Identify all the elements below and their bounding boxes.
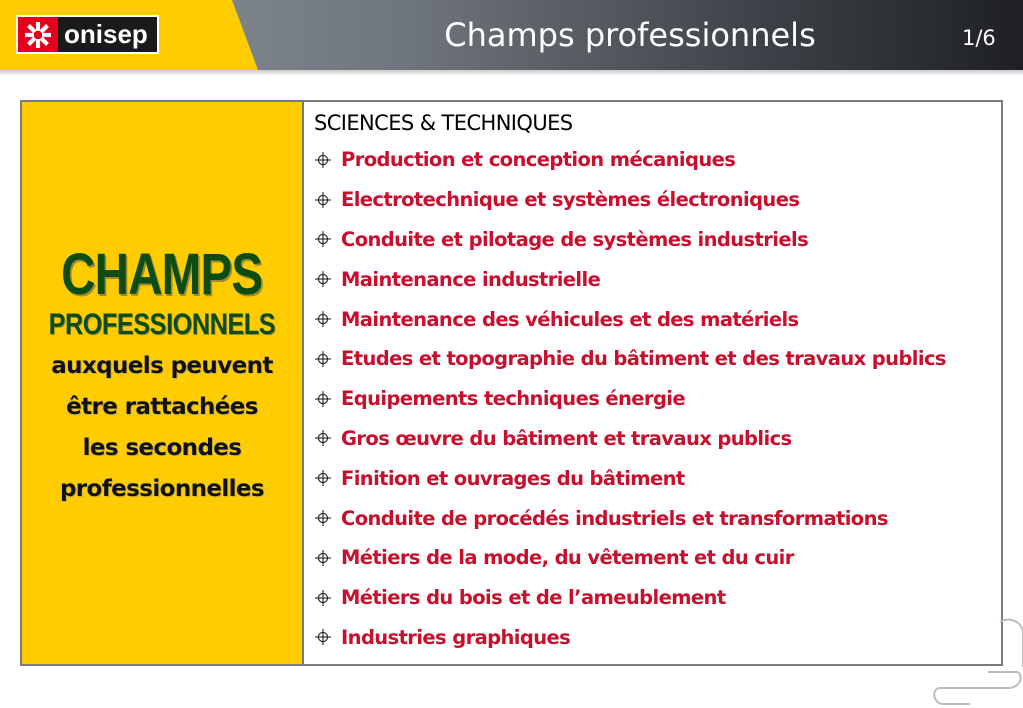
crosshair-circle-icon	[314, 390, 332, 408]
list-item-label: Conduite et pilotage de systèmes industriels	[341, 227, 809, 251]
list-item	[314, 538, 1001, 578]
list-item	[314, 299, 1001, 339]
caption-line: les secondes	[82, 435, 242, 461]
champs-title: CHAMPS	[61, 242, 263, 307]
crosshair-circle-icon	[314, 509, 332, 527]
list-item-label: Production et conception mécaniques	[341, 148, 736, 172]
list-item	[314, 498, 1001, 538]
caption	[51, 346, 273, 510]
caption-line: être rattachées	[66, 394, 258, 420]
list-item-label: Maintenance industrielle	[341, 267, 601, 291]
field-list	[314, 140, 1001, 657]
professionnels-title: PROFESSIONNELS	[48, 308, 276, 341]
caption-line: professionnelles	[59, 476, 265, 502]
list-item	[314, 578, 1001, 618]
page-title: Champs professionnels	[444, 16, 816, 54]
onisep-star-icon	[18, 17, 58, 52]
crosshair-circle-icon	[314, 429, 332, 447]
content-table	[20, 100, 1003, 666]
list-item-label: Electrotechnique et systèmes électroniques	[341, 188, 800, 212]
crosshair-circle-icon	[314, 549, 332, 567]
crosshair-circle-icon	[314, 628, 332, 646]
crosshair-circle-icon	[314, 350, 332, 368]
list-item	[314, 379, 1001, 419]
list-item-label: Finition et ouvrages du bâtiment	[341, 466, 685, 490]
page-number: 1/6	[962, 26, 996, 50]
left-panel	[22, 102, 304, 664]
list-item	[314, 180, 1001, 220]
list-item-label: Métiers de la mode, du vêtement et du cuir	[341, 546, 794, 570]
crosshair-circle-icon	[314, 469, 332, 487]
list-item-label: Equipements techniques énergie	[341, 387, 686, 411]
list-item	[314, 419, 1001, 459]
caption-line: auxquels peuvent	[51, 353, 273, 379]
crosshair-circle-icon	[314, 230, 332, 248]
crosshair-circle-icon	[314, 270, 332, 288]
list-item	[314, 339, 1001, 379]
right-panel	[304, 102, 1001, 664]
list-item	[314, 220, 1001, 260]
logo-text: onisep	[64, 19, 148, 49]
header-bar	[0, 0, 1023, 70]
list-item	[314, 140, 1001, 180]
list-item-label: Maintenance des véhicules et des matériels	[341, 307, 799, 331]
list-item-label: Métiers du bois et de l’ameublement	[341, 586, 726, 610]
list-item-label: Gros œuvre du bâtiment et travaux publics	[341, 426, 792, 450]
onisep-logo	[16, 15, 159, 54]
crosshair-circle-icon	[314, 191, 332, 209]
list-item	[314, 618, 1001, 658]
decorative-swirl-icon	[930, 612, 1023, 708]
crosshair-circle-icon	[314, 151, 332, 169]
crosshair-circle-icon	[314, 589, 332, 607]
header-shadow	[0, 70, 1023, 76]
list-item-label: Conduite de procédés industriels et transformations	[341, 506, 888, 530]
list-item-label: Etudes et topographie du bâtiment et des travaux publics	[341, 347, 946, 371]
section-heading: SCIENCES & TECHNIQUES	[314, 111, 573, 135]
list-item	[314, 458, 1001, 498]
list-item	[314, 259, 1001, 299]
list-item-label: Industries graphiques	[341, 625, 571, 649]
crosshair-circle-icon	[314, 310, 332, 328]
